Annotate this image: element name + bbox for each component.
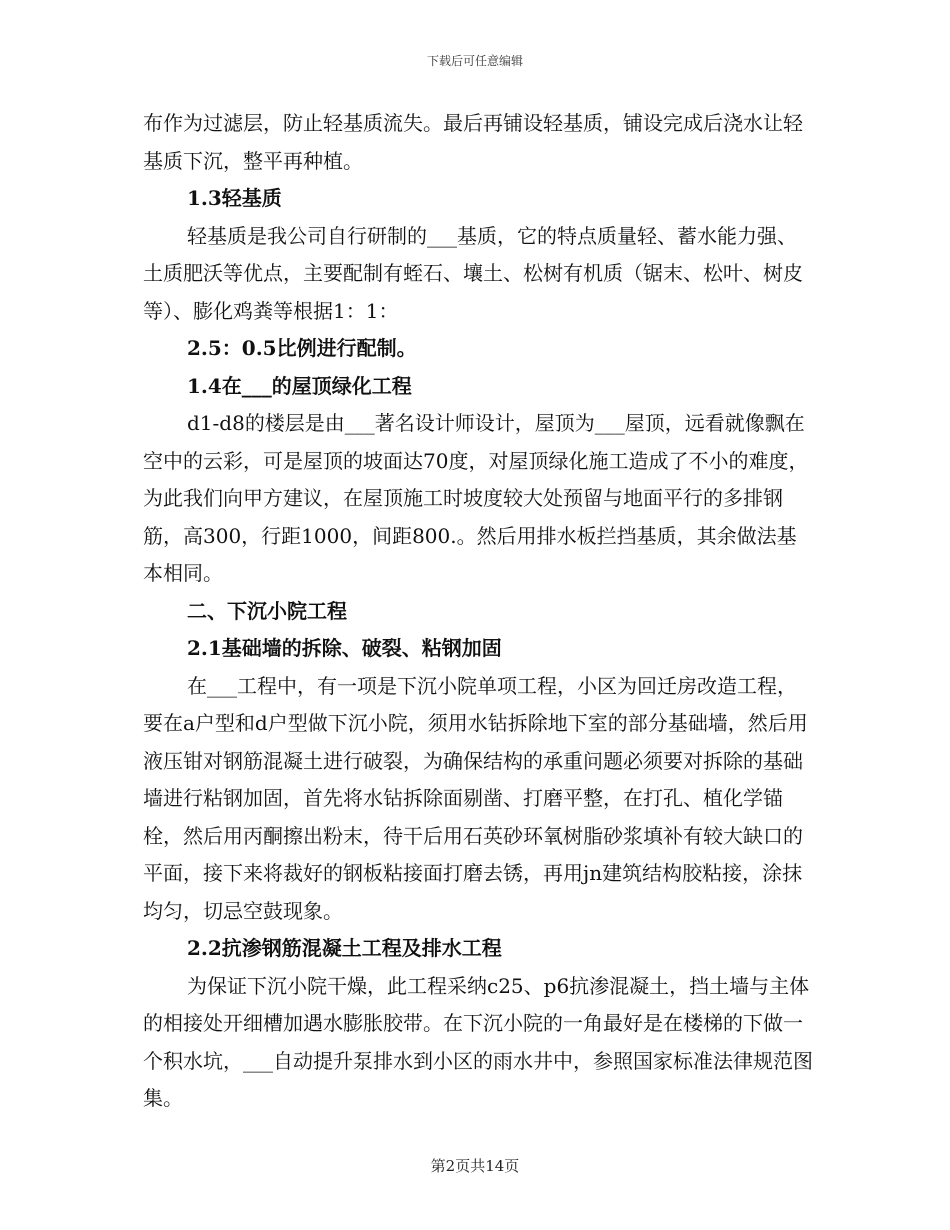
section-heading: 二、下沉小院工程 <box>187 598 347 623</box>
document-body <box>143 105 813 1118</box>
body-paragraph: 在___工程中，有一项是下沉小院单项工程，小区为回迁房改造工程，要在a户型和d户型做下沉小院，须用水钻拆除地下室的部分基础墙，然后用液压钳对钢筋混凝土进行破裂，为确保结构的承重问题必须要对拆除的基础墙进行粘钢加固，首先将水钻拆除面剔凿、打磨平整，在打孔、植化学锚栓，然后用丙酮擦出粉末，待干后用石英砂环氧树脂砂浆填补有较大缺口的平面，接下来将裁好的钢板粘接面打磨去锈，再用jn建筑结构胶粘接，涂抹均匀，切忌空鼓现象。 <box>143 673 808 923</box>
page-footer: 第2页共14页 <box>430 1157 520 1175</box>
body-paragraph: d1-d8的楼层是由___著名设计师设计，屋顶为___屋顶，远看就像飘在空中的云彩，可是屋顶的坡面达70度，对屋顶绿化施工造成了不小的难度，为此我们向甲方建议，在屋顶施工时坡度较大处预留与地面平行的多排钢筋，高300，行距1000，间距800.。然后用排水板拦挡基质，其余做法基本相同。 <box>143 411 809 585</box>
page-header: 下载后可任意编辑 <box>426 54 523 68</box>
body-paragraph: 布作为过滤层，防止轻基质流失。最后再铺设轻基质，铺设完成后浇水让轻基质下沉，整平再种植。 <box>143 111 803 173</box>
section-heading: 2.2抗渗钢筋混凝土工程及排水工程 <box>187 936 502 960</box>
section-heading: 2.1基础墙的拆除、破裂、粘钢加固 <box>187 636 502 660</box>
section-heading: 1.4在___的屋顶绿化工程 <box>187 373 412 398</box>
body-paragraph: 为保证下沉小院干燥，此工程采纳c25、p6抗渗混凝土，挡土墙与主体的相接处开细槽加遇水膨胀胶带。在下沉小院的一角最好是在楼梯的下做一个积水坑，___自动提升泵排水到小区的雨水井中，参照国家标准法律规范图集。 <box>143 973 813 1110</box>
section-heading: 2.5：0.5比例进行配制。 <box>187 336 417 360</box>
section-heading: 1.3轻基质 <box>187 186 282 210</box>
body-paragraph: 轻基质是我公司自行研制的___基质，它的特点质量轻、蓄水能力强、土质肥沃等优点，主要配制有蛭石、壤土、松树有机质（锯末、松叶、树皮等）、膨化鸡粪等根据1：1： <box>143 223 803 323</box>
